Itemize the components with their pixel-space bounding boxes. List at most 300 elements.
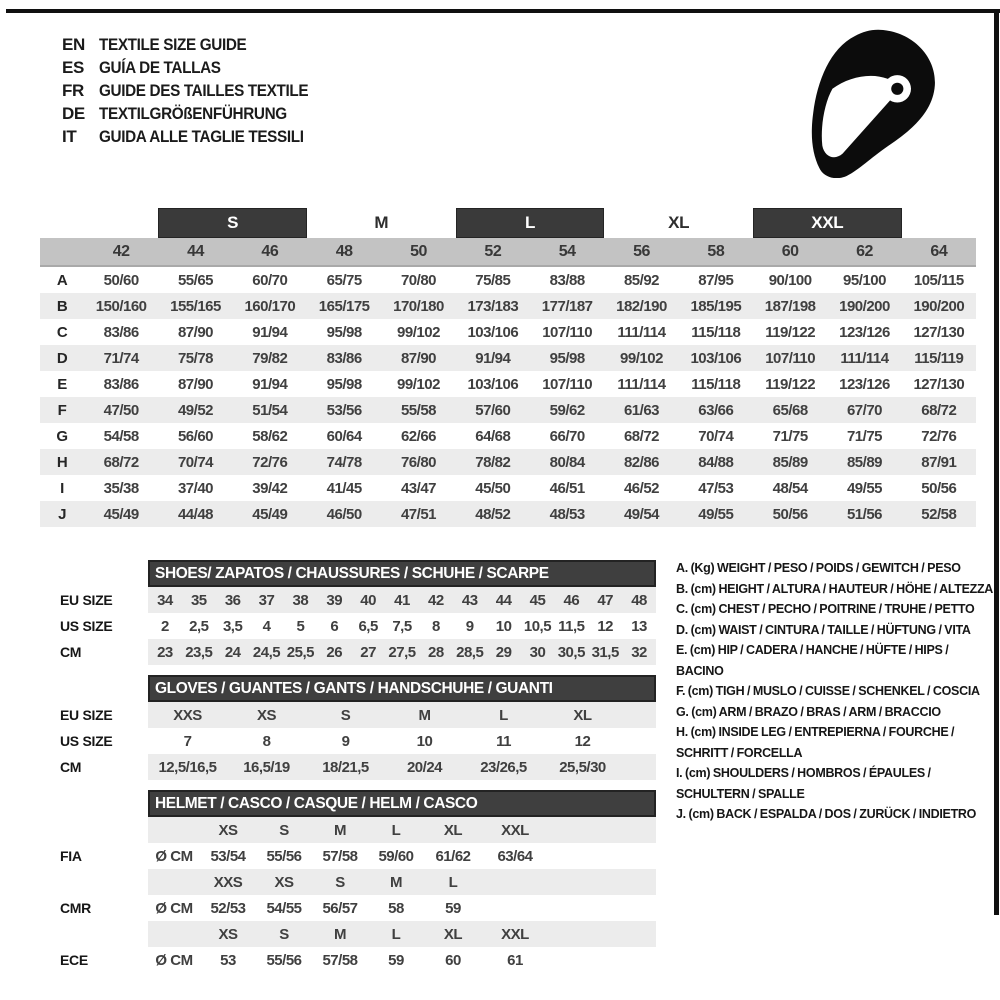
racing-helmet-icon	[808, 28, 940, 178]
size-value-cell: 49/54	[623, 505, 660, 523]
size-value-cell: 85/92	[623, 271, 660, 289]
helmet-value-cell: 59/60	[378, 847, 414, 865]
size-value-cell: 60/70	[252, 271, 288, 289]
size-value-cell: 51/56	[846, 505, 883, 523]
measurement-row-h	[40, 449, 976, 475]
value-cell: 26	[326, 643, 343, 661]
size-value-cell: 48/53	[549, 505, 585, 523]
size-value-cell: 103/106	[467, 323, 519, 341]
helmet-value-cell: 61/62	[435, 847, 471, 865]
legend-item-f: F. (cm) TIGH / MUSLO / CUISSE / SCHENKEL / COSCIA	[676, 684, 980, 698]
row-letter: H	[56, 453, 68, 471]
size-value-cell: 45/49	[103, 505, 139, 523]
value-cell: 10	[495, 617, 512, 635]
size-value-cell: 99/102	[397, 323, 440, 341]
size-value-cell: 68/72	[623, 427, 660, 445]
diameter-label-cell: Ø CM	[155, 847, 193, 865]
size-value-cell: 50/56	[772, 505, 808, 523]
value-cell: 37	[258, 591, 275, 609]
size-value-cell: 64/68	[475, 427, 511, 445]
size-value-cell: 123/126	[839, 323, 890, 341]
helmet-value-cell: 63/64	[497, 847, 533, 865]
size-value-cell: 60/64	[326, 427, 362, 445]
size-value-cell: 46/51	[549, 479, 585, 497]
size-value-cell: 103/106	[690, 349, 742, 367]
size-value-cell: 47/50	[103, 401, 139, 419]
helmet-size-table	[60, 790, 656, 973]
size-value-cell: 99/102	[397, 375, 440, 393]
helmet-value-cell: 61	[507, 951, 523, 969]
spacer	[60, 869, 148, 895]
spacer	[60, 560, 148, 587]
value-cell: 32	[631, 643, 647, 661]
size-value-cell: 91/94	[252, 323, 288, 341]
value-cell: 46	[563, 591, 580, 609]
size-value-cell: 107/110	[765, 349, 816, 367]
size-group-header-row	[40, 208, 976, 238]
size-column-48: 48	[335, 242, 353, 260]
value-cell: S	[340, 706, 351, 724]
size-value-cell: 87/95	[698, 271, 734, 289]
size-value-cell: 56/60	[177, 427, 214, 445]
size-value-cell: 107/110	[542, 375, 593, 393]
legend-item-h: H. (cm) INSIDE LEG / ENTREPIERNA / FOURCHE / SCHRITT / FORCELLA	[676, 725, 955, 760]
value-cell: 30,5	[557, 643, 585, 661]
value-cell: 41	[394, 591, 410, 609]
helmet-sizes-row	[148, 869, 656, 895]
helmet-value-cell: 59	[445, 899, 461, 917]
value-cell: 7,5	[392, 617, 412, 635]
size-value-cell: 91/94	[252, 375, 288, 393]
size-column-50: 50	[410, 242, 427, 260]
value-cell: 9	[465, 617, 474, 635]
size-value-cell: 48/52	[475, 505, 511, 523]
size-value-cell: 83/86	[103, 323, 139, 341]
size-value-cell: 115/118	[691, 375, 741, 393]
value-cell: 35	[190, 591, 207, 609]
size-value-cell: 75/78	[177, 349, 214, 367]
size-value-cell: 91/94	[475, 349, 511, 367]
value-cell: 28	[428, 643, 444, 661]
helmet-values-row	[148, 947, 656, 973]
size-value-cell: 68/72	[103, 453, 139, 471]
measurement-rows	[40, 267, 976, 527]
value-cell: 44	[495, 591, 512, 609]
helmet-header-bar: HELMET / CASCO / CASQUE / HELM / CASCO	[148, 790, 656, 817]
row-label-ece: ECE	[60, 952, 88, 968]
values-row	[148, 754, 656, 780]
measurement-row-f	[40, 397, 976, 423]
size-value-cell: 72/76	[921, 427, 957, 445]
diameter-label-cell: Ø CM	[155, 951, 193, 969]
value-cell: 23	[157, 643, 173, 661]
size-value-cell: 95/100	[843, 271, 886, 289]
size-value-cell: 45/50	[475, 479, 511, 497]
value-cell: 34	[157, 591, 173, 609]
legend-item-i: I. (cm) SHOULDERS / HOMBROS / ÉPAULES / SCHULTERN / SPALLE	[676, 766, 931, 801]
size-value-cell: 59/62	[549, 401, 585, 419]
helmet-size-cell: XS	[274, 873, 294, 891]
gloves-size-table	[60, 675, 656, 780]
measurement-row-b	[40, 293, 976, 319]
title-text: TEXTILE SIZE GUIDE	[99, 34, 247, 54]
size-value-cell: 62/66	[400, 427, 437, 445]
helmet-size-cell: S	[279, 925, 289, 943]
value-cell: 23/26,5	[480, 758, 527, 776]
value-cell: 12	[597, 617, 614, 635]
value-cell: XXS	[173, 706, 202, 724]
size-value-cell: 83/86	[326, 349, 362, 367]
size-value-cell: 87/90	[177, 375, 214, 393]
title-row	[62, 102, 331, 125]
size-group-s: S	[158, 208, 307, 238]
size-value-cell: 47/51	[400, 505, 437, 523]
helmet-size-cell: XL	[443, 925, 463, 943]
value-cell: 20/24	[406, 758, 443, 776]
size-value-cell: 65/68	[772, 401, 808, 419]
value-cell: 38	[292, 591, 309, 609]
size-value-cell: 46/50	[326, 505, 362, 523]
row-letter: G	[56, 427, 68, 445]
size-value-cell: 84/88	[698, 453, 734, 471]
measurement-row-d	[40, 345, 976, 371]
size-value-cell: 95/98	[326, 375, 362, 393]
size-group-xxl: XXL	[753, 208, 902, 238]
value-cell: 24	[224, 643, 241, 661]
size-column-58: 58	[707, 242, 725, 260]
size-value-cell: 67/70	[846, 401, 883, 419]
size-value-cell: 190/200	[913, 297, 965, 315]
size-value-cell: 111/114	[617, 323, 666, 341]
size-value-cell: 182/190	[616, 297, 667, 315]
helmet-value-cell: 53/54	[210, 847, 246, 865]
row-letter: E	[57, 375, 67, 393]
size-value-cell: 83/86	[103, 375, 139, 393]
value-cell: M	[418, 706, 431, 724]
size-value-cell: 58/62	[252, 427, 288, 445]
size-value-cell: 45/49	[252, 505, 288, 523]
size-column-62: 62	[856, 242, 873, 260]
values-row	[148, 728, 656, 754]
helmet-value-cell: 53	[220, 951, 236, 969]
title-text: GUÍA DE TALLAS	[99, 57, 221, 77]
size-value-cell: 50/56	[921, 479, 957, 497]
title-text: TEXTILGRÖßENFÜHRUNG	[99, 103, 287, 123]
size-column-64: 64	[930, 242, 948, 260]
size-value-cell: 51/54	[252, 401, 288, 419]
helmet-value-cell: 59	[388, 951, 404, 969]
row-label-eu-size: EU SIZE	[60, 592, 113, 608]
helmet-size-cell: S	[335, 873, 345, 891]
size-value-cell: 85/89	[846, 453, 883, 471]
spacer	[60, 921, 148, 947]
size-value-cell: 37/40	[177, 479, 214, 497]
helmet-size-cell: M	[334, 821, 346, 839]
helmet-size-cell: M	[334, 925, 346, 943]
helmet-value-cell: 57/58	[322, 951, 358, 969]
corner-cell	[40, 238, 84, 265]
row-label-eu-size: EU SIZE	[60, 707, 113, 723]
title-text: GUIDE DES TAILLES TEXTILE	[99, 80, 309, 100]
value-cell: 39	[326, 591, 343, 609]
language-code: DE	[62, 103, 85, 123]
size-value-cell: 111/114	[617, 375, 666, 393]
size-value-cell: 95/98	[326, 323, 362, 341]
legend-item-d: D. (cm) WAIST / CINTURA / TAILLE / HÜFTUNG / VITA	[676, 622, 971, 637]
value-cell: 11	[496, 732, 511, 750]
helmet-size-cell: XS	[218, 925, 238, 943]
size-value-cell: 49/55	[698, 505, 734, 523]
helmet-value-cell: 57/58	[322, 847, 358, 865]
value-cell: 25,5	[286, 643, 314, 661]
value-cell: 29	[495, 643, 512, 661]
size-value-cell: 75/85	[475, 271, 511, 289]
size-value-cell: 63/66	[698, 401, 734, 419]
helmet-value-cell: 55/56	[266, 847, 302, 865]
row-letter: B	[56, 297, 68, 315]
size-value-cell: 44/48	[177, 505, 214, 523]
helmet-value-cell: 56/57	[322, 899, 358, 917]
top-border-line	[6, 9, 1000, 13]
value-cell: 10	[416, 732, 433, 750]
value-cell: 28,5	[456, 643, 484, 661]
value-cell: 48	[631, 591, 647, 609]
value-cell: 16,5/19	[243, 758, 290, 776]
size-value-cell: 111/114	[840, 349, 889, 367]
size-value-cell: 103/106	[467, 375, 519, 393]
helmet-value-cell: 60	[445, 951, 461, 969]
value-cell: 45	[529, 591, 546, 609]
size-value-cell: 55/65	[177, 271, 214, 289]
size-value-cell: 54/58	[103, 427, 139, 445]
helmet-value-cell: 54/55	[266, 899, 302, 917]
helmet-size-cell: XXL	[501, 821, 529, 839]
helmet-size-cell: M	[390, 873, 402, 891]
size-value-cell: 78/82	[475, 453, 511, 471]
measurement-legend	[676, 558, 994, 825]
language-code: ES	[62, 57, 84, 77]
legend-item-j: J. (cm) BACK / ESPALDA / DOS / ZURÜCK / INDIETRO	[676, 807, 977, 821]
size-column-52: 52	[484, 242, 502, 260]
value-cell: 13	[631, 617, 647, 635]
spacer	[60, 790, 148, 817]
size-value-cell: 47/53	[698, 479, 734, 497]
size-value-cell: 119/122	[765, 375, 816, 393]
measurement-row-i	[40, 475, 976, 501]
legend-item-c: C. (cm) CHEST / PECHO / POITRINE / TRUHE / PETTO	[676, 602, 975, 616]
value-cell: XS	[256, 706, 276, 724]
size-column-60: 60	[781, 242, 799, 260]
size-value-cell: 55/58	[400, 401, 437, 419]
value-cell: 27,5	[388, 643, 416, 661]
legend-item-a: A. (Kg) WEIGHT / PESO / POIDS / GEWITCH / PESO	[676, 561, 961, 575]
value-cell: 4	[262, 617, 271, 635]
size-value-cell: 150/160	[95, 297, 147, 315]
numeric-size-header-row	[40, 238, 976, 267]
measurement-row-g	[40, 423, 976, 449]
size-value-cell: 187/198	[764, 297, 816, 315]
size-value-cell: 95/98	[549, 349, 585, 367]
helmet-size-cell: XL	[443, 821, 463, 839]
size-column-56: 56	[633, 242, 650, 260]
value-cell: 5	[296, 617, 305, 635]
values-row	[148, 639, 656, 665]
values-row	[148, 613, 656, 639]
values-row	[148, 702, 656, 728]
size-value-cell: 123/126	[839, 375, 890, 393]
size-value-cell: 173/183	[467, 297, 519, 315]
size-group-l: L	[456, 208, 605, 238]
size-value-cell: 82/86	[623, 453, 660, 471]
value-cell: 25,5/30	[559, 758, 606, 776]
row-letter: I	[60, 479, 64, 497]
size-value-cell: 70/74	[177, 453, 214, 471]
size-value-cell: 43/47	[400, 479, 437, 497]
value-cell: 30	[529, 643, 546, 661]
size-value-cell: 87/91	[921, 453, 957, 471]
value-cell: 42	[428, 591, 444, 609]
helmet-size-cell: XS	[218, 821, 238, 839]
value-cell: 43	[461, 591, 478, 609]
row-label-cm: CM	[60, 759, 82, 775]
size-value-cell: 155/165	[170, 297, 221, 315]
value-cell: 9	[341, 732, 350, 750]
spacer	[60, 675, 148, 702]
title-row	[62, 33, 331, 56]
value-cell: 23,5	[185, 643, 213, 661]
size-value-cell: 52/58	[921, 505, 957, 523]
measurement-row-e	[40, 371, 976, 397]
size-value-cell: 71/75	[772, 427, 808, 445]
size-value-cell: 76/80	[400, 453, 437, 471]
size-value-cell: 90/100	[768, 271, 812, 289]
size-value-cell: 53/56	[326, 401, 362, 419]
value-cell: 18/21,5	[322, 758, 369, 776]
size-value-cell: 170/180	[393, 297, 444, 315]
value-cell: 2,5	[189, 617, 209, 635]
size-value-cell: 71/75	[846, 427, 883, 445]
size-value-cell: 107/110	[542, 323, 593, 341]
size-value-cell: 57/60	[475, 401, 511, 419]
row-letter: A	[56, 271, 68, 289]
size-value-cell: 72/76	[252, 453, 288, 471]
value-cell: 6,5	[358, 617, 378, 635]
row-letter: F	[57, 401, 67, 419]
helmet-size-cell: L	[391, 821, 401, 839]
helmet-size-cell: L	[391, 925, 401, 943]
size-value-cell: 46/52	[623, 479, 660, 497]
row-label-us-size: US SIZE	[60, 733, 113, 749]
group-spacer	[40, 208, 158, 238]
legend-item-g: G. (cm) ARM / BRAZO / BRAS / ARM / BRACCIO	[676, 704, 941, 719]
value-cell: 12	[574, 732, 591, 750]
value-cell: 40	[360, 591, 376, 609]
size-value-cell: 66/70	[549, 427, 585, 445]
row-letter: J	[58, 505, 66, 523]
size-value-cell: 41/45	[326, 479, 362, 497]
title-row	[62, 125, 331, 148]
legend-item-e: E. (cm) HIP / CADERA / HANCHE / HÜFTE / HIPS / BACINO	[676, 643, 949, 678]
title-row	[62, 56, 331, 79]
title-text: GUIDA ALLE TAGLIE TESSILI	[99, 126, 304, 146]
size-value-cell: 115/119	[914, 349, 964, 367]
legend-item-b: B. (cm) HEIGHT / ALTURA / HAUTEUR / HÖHE / ALTEZZA	[676, 581, 994, 596]
size-value-cell: 87/90	[400, 349, 437, 367]
size-value-cell: 177/187	[541, 297, 593, 315]
shoes-size-table	[60, 560, 656, 665]
size-value-cell: 87/90	[177, 323, 214, 341]
value-cell: 36	[224, 591, 241, 609]
size-value-cell: 127/130	[913, 375, 965, 393]
size-value-cell: 48/54	[772, 479, 808, 497]
value-cell: 3,5	[222, 617, 243, 635]
value-cell: 8	[431, 617, 440, 635]
size-value-cell: 165/175	[318, 297, 370, 315]
size-value-cell: 119/122	[765, 323, 816, 341]
row-label-cmr: CMR	[60, 900, 91, 916]
language-code: FR	[62, 80, 84, 100]
row-label-cm: CM	[60, 644, 82, 660]
clothing-size-table	[40, 208, 976, 527]
size-value-cell: 185/195	[690, 297, 742, 315]
helmet-sizes-row	[148, 817, 656, 843]
group-spacer	[902, 208, 976, 238]
value-cell: 24,5	[252, 643, 281, 661]
measurement-row-j	[40, 501, 976, 527]
language-code: IT	[62, 126, 77, 146]
helmet-size-cell: XXS	[213, 873, 243, 891]
value-cell: 27	[360, 643, 376, 661]
helmet-values-row	[148, 843, 656, 869]
diameter-label-cell: Ø CM	[155, 899, 193, 917]
measurement-row-a	[40, 267, 976, 293]
value-cell: 7	[183, 732, 192, 750]
value-cell: L	[499, 706, 508, 724]
size-column-46: 46	[261, 242, 279, 260]
helmet-size-cell: L	[448, 873, 458, 891]
size-value-cell: 65/75	[326, 271, 362, 289]
helmet-value-cell: 55/56	[266, 951, 302, 969]
value-cell: 2	[161, 617, 169, 635]
size-value-cell: 50/60	[103, 271, 139, 289]
row-label-fia: FIA	[60, 848, 82, 864]
helmet-sizes-row	[148, 921, 656, 947]
value-cell: 31,5	[591, 643, 619, 661]
size-value-cell: 83/88	[549, 271, 585, 289]
size-value-cell: 105/115	[913, 271, 964, 289]
value-cell: 10,5	[523, 617, 552, 635]
helmet-values-row	[148, 895, 656, 921]
helmet-size-cell: S	[279, 821, 289, 839]
measurement-row-c	[40, 319, 976, 345]
size-value-cell: 35/38	[103, 479, 139, 497]
helmet-size-cell: XXL	[501, 925, 529, 943]
size-column-44: 44	[187, 242, 204, 260]
language-code: EN	[62, 34, 85, 54]
helmet-value-cell: 58	[388, 899, 404, 917]
size-group-xl: XL	[668, 213, 690, 232]
value-cell: 8	[262, 732, 271, 750]
title-block	[62, 33, 331, 148]
value-cell: 47	[597, 591, 614, 609]
title-row	[62, 79, 331, 102]
size-value-cell: 71/74	[103, 349, 139, 367]
shoes-header-bar: SHOES/ ZAPATOS / CHAUSSURES / SCHUHE / SCARPE	[148, 560, 656, 587]
size-value-cell: 49/55	[846, 479, 883, 497]
gloves-header-bar: GLOVES / GUANTES / GANTS / HANDSCHUHE / GUANTI	[148, 675, 656, 702]
row-letter: D	[56, 349, 68, 367]
row-letter: C	[56, 323, 68, 341]
